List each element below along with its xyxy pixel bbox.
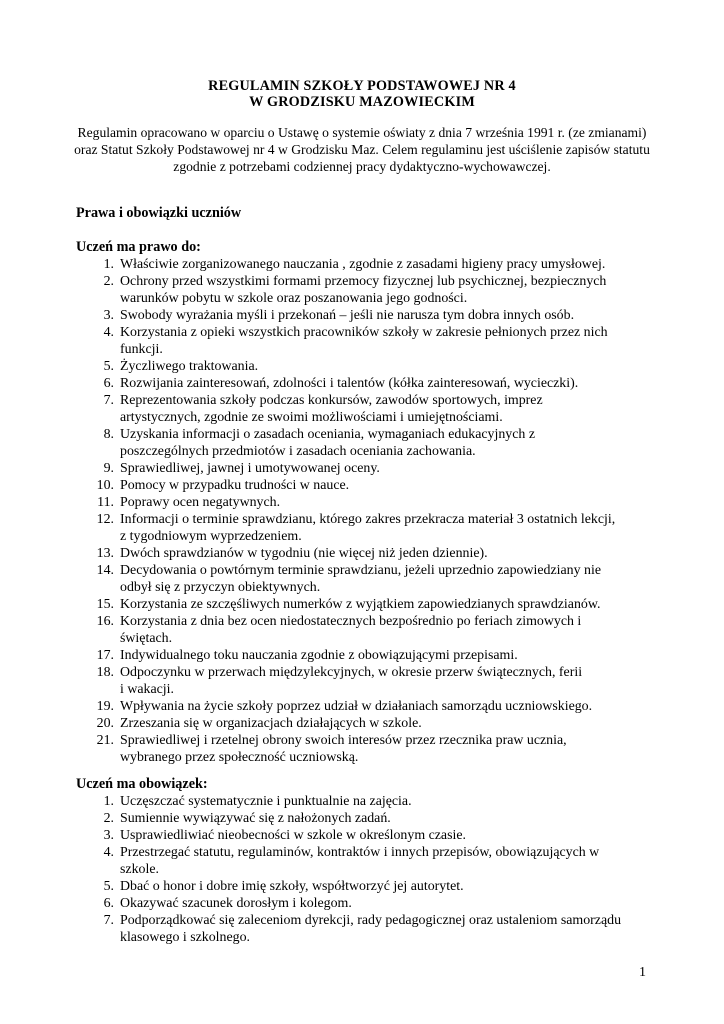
section-heading: Prawa i obowiązki uczniów	[76, 205, 242, 221]
list-item-number: 11.	[97, 495, 114, 510]
list-item-text: Uczęszczać systematycznie i punktualnie na zajęcia.	[120, 794, 412, 809]
list-item-text: i wakacji.	[120, 682, 174, 697]
list-item	[76, 698, 656, 715]
list-item-number: 1.	[103, 794, 114, 809]
list-item-text: szkole.	[120, 862, 159, 877]
list-item	[76, 793, 656, 810]
list-item-text: odbył się z przyczyn obiektywnych.	[120, 580, 321, 595]
rights-heading: Uczeń ma prawo do:	[76, 239, 201, 255]
intro-line: zgodnie z potrzebami codziennej pracy dydaktyczno-wychowawczej.	[173, 159, 551, 174]
list-item-text: Pomocy w przypadku trudności w nauce.	[120, 478, 350, 493]
list-item-text: Rozwijania zainteresowań, zdolności i talentów (kółka zainteresowań, wycieczki).	[120, 376, 579, 391]
intro-line: oraz Statut Szkoły Podstawowej nr 4 w Grodzisku Maz. Celem regulaminu jest uściślenie zapisów statutu	[74, 142, 650, 157]
page-number: 1	[639, 965, 646, 980]
list-item-number: 2.	[103, 811, 114, 826]
list-item-text: Reprezentowania szkoły podczas konkursów, zawodów sportowych, imprez	[120, 393, 543, 408]
list-item-number: 6.	[103, 376, 114, 391]
list-item-number: 5.	[103, 359, 114, 374]
list-item	[76, 844, 656, 878]
list-item	[76, 732, 656, 766]
list-item-number: 2.	[103, 274, 114, 289]
list-item	[76, 324, 656, 358]
list-item	[76, 273, 656, 307]
list-item-text: Usprawiedliwiać nieobecności w szkole w określonym czasie.	[120, 828, 466, 843]
rights-list	[76, 256, 656, 766]
list-item-number: 12.	[96, 512, 114, 527]
list-item	[76, 511, 656, 545]
list-item	[76, 613, 656, 647]
list-item-text: Poprawy ocen negatywnych.	[120, 495, 281, 510]
duties-heading: Uczeń ma obowiązek:	[76, 776, 208, 792]
list-item	[76, 562, 656, 596]
intro-line: Regulamin opracowano w oparciu o Ustawę o systemie oświaty z dnia 7 września 1991 r. (ze zmianami)	[77, 125, 647, 140]
list-item-text: Wpływania na życie szkoły poprzez udział w działaniach samorządu uczniowskiego.	[120, 699, 593, 714]
list-item-number: 8.	[103, 427, 114, 442]
list-item	[76, 358, 656, 375]
list-item	[76, 494, 656, 511]
list-item-number: 3.	[103, 308, 114, 323]
list-item-text: Uzyskania informacji o zasadach oceniania, wymaganiach edukacyjnych z	[120, 427, 535, 442]
list-item	[76, 647, 656, 664]
list-item-text: klasowego i szkolnego.	[120, 930, 251, 945]
list-item	[76, 664, 656, 698]
document-title-line2: W GRODZISKU MAZOWIECKIM	[249, 94, 475, 110]
list-item	[76, 715, 656, 732]
list-item-text: Korzystania z opieki wszystkich pracowników szkoły w zakresie pełnionych przez nich	[120, 325, 608, 340]
list-item-number: 16.	[96, 614, 114, 629]
list-item	[76, 596, 656, 613]
list-item-number: 13.	[96, 546, 114, 561]
list-item-text: warunków pobytu w szkole oraz poszanowania jego godności.	[120, 291, 468, 306]
list-item-text: Korzystania z dnia bez ocen niedostatecznych bezpośrednio po feriach zimowych i	[120, 614, 582, 629]
list-item-text: z tygodniowym wyprzedzeniem.	[120, 529, 302, 544]
list-item-text: Korzystania ze szczęśliwych numerków z wyjątkiem zapowiedzianych sprawdzianów.	[120, 597, 601, 612]
list-item-number: 1.	[103, 257, 114, 272]
list-item	[76, 827, 656, 844]
list-item	[76, 375, 656, 392]
list-item-text: Podporządkować się zaleceniom dyrekcji, rady pedagogicznej oraz ustaleniom samorządu	[120, 913, 622, 928]
list-item-text: Odpoczynku w przerwach międzylekcyjnych, w okresie przerw świątecznych, ferii	[120, 665, 583, 680]
list-item	[76, 256, 656, 273]
list-item-text: Indywidualnego toku nauczania zgodnie z obowiązującymi przepisami.	[120, 648, 518, 663]
list-item-number: 20.	[96, 716, 114, 731]
list-item-number: 17.	[96, 648, 114, 663]
list-item-number: 9.	[103, 461, 114, 476]
list-item-text: Sumiennie wywiązywać się z nałożonych zadań.	[120, 811, 391, 826]
list-item-number: 6.	[103, 896, 114, 911]
list-item-text: Sprawiedliwej i rzetelnej obrony swoich interesów przez rzecznika praw ucznia,	[120, 733, 567, 748]
list-item-number: 19.	[96, 699, 114, 714]
list-item	[76, 545, 656, 562]
list-item	[76, 307, 656, 324]
list-item	[76, 810, 656, 827]
list-item-number: 15.	[96, 597, 114, 612]
list-item-text: poszczególnych przedmiotów i zasadach oceniania zachowania.	[120, 444, 476, 459]
list-item-number: 14.	[96, 563, 114, 578]
list-item-number: 7.	[103, 393, 114, 408]
list-item-text: Właściwie zorganizowanego nauczania , zgodnie z zasadami higieny pracy umysłowej.	[120, 257, 606, 272]
list-item	[76, 878, 656, 895]
list-item-text: Sprawiedliwej, jawnej i umotywowanej oceny.	[120, 461, 380, 476]
list-item-text: wybranego przez społeczność uczniowską.	[120, 750, 359, 765]
list-item-text: Przestrzegać statutu, regulaminów, kontraktów i innych przepisów, obowiązujących w	[120, 845, 600, 860]
list-item-text: Swobody wyrażania myśli i przekonań – jeśli nie narusza tym dobra innych osób.	[120, 308, 575, 323]
list-item	[76, 426, 656, 460]
list-item-number: 3.	[103, 828, 114, 843]
list-item-text: funkcji.	[120, 342, 163, 357]
list-item-number: 18.	[96, 665, 114, 680]
list-item-number: 4.	[103, 845, 114, 860]
document-title-line1: REGULAMIN SZKOŁY PODSTAWOWEJ NR 4	[208, 78, 516, 94]
list-item	[76, 460, 656, 477]
list-item-number: 5.	[103, 879, 114, 894]
list-item-text: Okazywać szacunek dorosłym i kolegom.	[120, 896, 352, 911]
list-item-number: 21.	[96, 733, 114, 748]
list-item-number: 7.	[103, 913, 114, 928]
list-item-text: Dwóch sprawdzianów w tygodniu (nie więcej niż jeden dziennie).	[120, 546, 488, 561]
list-item-text: Dbać o honor i dobre imię szkoły, współtworzyć jej autorytet.	[120, 879, 464, 894]
list-item	[76, 912, 656, 946]
list-item-text: Zrzeszania się w organizacjach działających w szkole.	[120, 716, 422, 731]
list-item-number: 10.	[96, 478, 114, 493]
duties-list	[76, 793, 656, 946]
list-item	[76, 477, 656, 494]
list-item-text: artystycznych, zgodnie ze swoimi możliwościami i umiejętnościami.	[120, 410, 503, 425]
list-item-text: Decydowania o powtórnym terminie sprawdzianu, jeżeli uprzednio zapowiedziany nie	[120, 563, 601, 578]
list-item	[76, 895, 656, 912]
list-item-text: Ochrony przed wszystkimi formami przemocy fizycznej lub psychicznej, bezpiecznych	[120, 274, 607, 289]
list-item-number: 4.	[103, 325, 114, 340]
intro-paragraph	[60, 124, 664, 175]
list-item	[76, 392, 656, 426]
list-item-text: świętach.	[120, 631, 173, 646]
list-item-text: Informacji o terminie sprawdzianu, którego zakres przekracza materiał 3 ostatnich lekcji,	[120, 512, 616, 527]
list-item-text: Życzliwego traktowania.	[120, 359, 259, 374]
